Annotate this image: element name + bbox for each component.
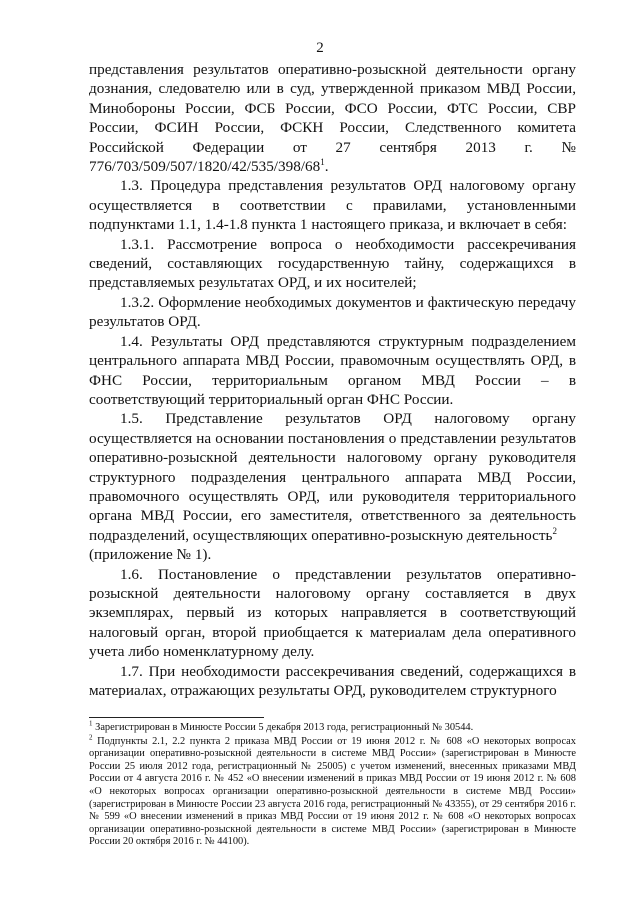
paragraph-1-4: 1.4. Результаты ОРД представляются структурным подразделением центрального аппарата МВД России, правомочным осуществлять ОРД, в ФНС России, территориальным органом МВД России – в соответствующий территориальный орган ФНС России. [89, 332, 576, 408]
footnote-divider [89, 717, 264, 718]
paragraph-continuation: представления результатов оперативно-розыскной деятельности органу дознания, следователю или в суд, утвержденной приказом МВД России, Минобороны России, ФСБ России, ФСО России, ФТС России, СВР России, ФСИН России, ФСКН России, Следственного комитета Российской Федерации от 27 сентября 2013 г. № 776/703/509/507/1820/42/535/398/68$^1$. [89, 61, 576, 176]
document-body [89, 60, 576, 700]
footnote-mark: 1 [89, 719, 93, 728]
footnotes [89, 719, 576, 850]
footnote-ref-1[interactable]: 1 [320, 156, 325, 167]
paragraph-1-3: 1.3. Процедура представления результатов ОРД налоговому органу осуществляется в соответствии с правилами, установленными подпунктами 1.1, 1.4-1.8 пункта 1 настоящего приказа, и включает в себя: [89, 177, 576, 234]
paragraph-1-3-2: 1.3.2. Оформление необходимых документов и фактическую передачу результатов ОРД. [89, 293, 576, 331]
footnote-mark: 2 [89, 733, 93, 742]
paragraph-1-6: 1.6. Постановление о представлении результатов оперативно-розыскной деятельности налоговому органу составляется в двух экземплярах, первый из которых направляется в соответствующий налоговый орган, второй приобщается к материалам дела оперативного учета либо номенклатурному делу. [89, 565, 576, 661]
paragraph-1-5-tail: (приложение № 1). [89, 546, 212, 564]
paragraph-1-7: 1.7. При необходимости рассекречивания сведений, содержащихся в материалах, отражающих результаты ОРД, руководителем структурного [89, 662, 576, 699]
footnote-1 [89, 719, 576, 735]
paragraph-text: 1.5. Представление результатов ОРД налоговому органу осуществляется на основании постановления о представлении результатов оперативно-розыскной деятельности налоговому органу руководителя структурного подразделения центрального аппарата МВД России, правомочного осуществлять ОРД, или руководителя территориального органа МВД России, его заместителя, ответственного за деятельность подразделений, осуществляющих оперативно-розыскную деятельность [89, 410, 576, 544]
footnote-text: Зарегистрирован в Минюсте России 5 декабря 2013 года, регистрационный № 30544. [95, 722, 474, 733]
paragraph-1-3-1: 1.3.1. Рассмотрение вопроса о необходимости рассекречивания сведений, составляющих государственную тайну, содержащихся в представляемых результатах ОРД, и их носителей; [89, 235, 576, 292]
paragraph-1-5 [89, 409, 576, 545]
page-number: 2 [316, 40, 324, 56]
footnote-text: Подпункты 2.1, 2.2 пункта 2 приказа МВД России от 19 июня 2012 г. № 608 «О некоторых вопросах организации оперативно-розыскной деятельности в системе МВД России» (зарегистрирован в Минюсте России 25 июля 2012 года, регистрационный № 25005) с учетом изменений, внесенных приказами МВД России от 4 августа 2016 г. № 452 «О внесении изменений в приказ МВД России от 19 июня 2012 г. № 608 «О некоторых вопросах организации оперативно-розыскной деятельности в системе МВД России» (зарегистрирован в Минюсте России 23 августа 2016 года, регистрационный № 43355), от 29 сентября 2016 г. № 599 «О внесении изменений в приказ МВД России от 19 июня 2012 г. № 608 «О некоторых вопросах организации оперативно-розыскной деятельности в системе МВД России» (зарегистрирован в Минюсте России 20 октября 2016 г. № 44100). [89, 735, 576, 848]
footnote-2 [89, 733, 576, 849]
paragraph-text: представления результатов оперативно-розыскной деятельности органу дознания, следователю или в суд, утвержденной приказом МВД России, Минобороны России, ФСБ России, ФСО России, ФТС России, СВР России, ФСИН России, ФСКН России, Следственного комитета Российской Федерации от 27 сентября 2013 г. № 776/703/509/507/1820/42/535/398/68 [89, 61, 576, 176]
footnote-ref-2[interactable]: 2 [552, 525, 557, 536]
